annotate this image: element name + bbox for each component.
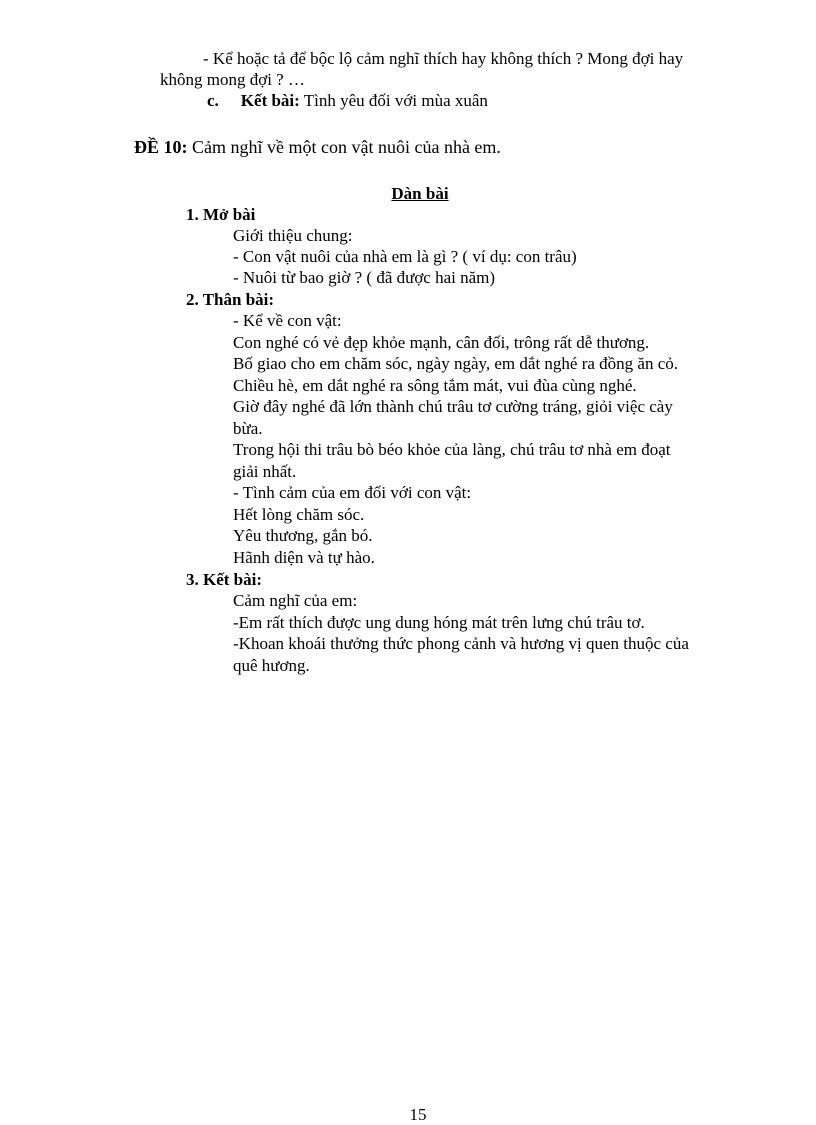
body-line-10: Hết lòng chăm sóc. bbox=[233, 505, 365, 524]
open-line-3: - Nuôi từ bao giờ ? ( đã được hai năm) bbox=[233, 268, 496, 287]
body-line-12: Hãnh diện và tự hào. bbox=[233, 548, 375, 567]
body-line-9: - Tình cảm của em đối với con vật: bbox=[233, 483, 472, 502]
topic-text: Cảm nghĩ về một con vật nuôi của nhà em. bbox=[192, 137, 501, 157]
topic-label: ĐỀ 10: bbox=[134, 137, 188, 157]
body-line-11: Yêu thương, gắn bó. bbox=[233, 526, 373, 545]
body-line-6: bừa. bbox=[233, 419, 263, 438]
body-line-1: - Kể về con vật: bbox=[233, 311, 342, 330]
section-open-heading: 1. Mở bài bbox=[186, 205, 256, 224]
conclusion-text: Tình yêu đối với mùa xuân bbox=[303, 91, 488, 110]
open-line-2: - Con vật nuôi của nhà em là gì ? ( ví dụ: con trâu) bbox=[233, 247, 577, 266]
open-line-1: Giới thiệu chung: bbox=[233, 226, 353, 245]
end-line-1: Cảm nghĩ của em: bbox=[233, 591, 358, 610]
body-line-7: Trong hội thi trâu bò béo khỏe của làng, chú trâu tơ nhà em đoạt bbox=[233, 440, 671, 459]
conclusion-label: Kết bài: bbox=[240, 91, 300, 110]
intro-line-2: không mong đợi ? … bbox=[160, 70, 305, 89]
body-line-2: Con nghé có vẻ đẹp khỏe mạnh, cân đối, trông rất dễ thương. bbox=[233, 333, 650, 352]
intro-line-1: - Kể hoặc tả để bộc lộ cảm nghĩ thích hay không thích ? Mong đợi hay bbox=[203, 49, 684, 68]
body-line-8: giải nhất. bbox=[233, 462, 297, 481]
end-line-3: -Khoan khoái thưởng thức phong cảnh và hương vị quen thuộc của bbox=[233, 634, 689, 653]
body-line-4: Chiều hè, em dắt nghé ra sông tắm mát, vui đùa cùng nghé. bbox=[233, 376, 637, 395]
conclusion-line bbox=[207, 90, 488, 111]
body-line-5: Giờ đây nghé đã lớn thành chú trâu tơ cường tráng, giỏi việc cày bbox=[233, 397, 673, 416]
end-line-2: -Em rất thích được ung dung hóng mát trên lưng chú trâu tơ. bbox=[233, 613, 645, 632]
section-body-heading: 2. Thân bài: bbox=[186, 290, 275, 309]
end-line-4: quê hương. bbox=[233, 656, 310, 675]
topic-heading bbox=[134, 137, 501, 158]
page-number: 15 bbox=[409, 1105, 427, 1124]
body-line-3: Bố giao cho em chăm sóc, ngày ngày, em dắt nghé ra đồng ăn cỏ. bbox=[233, 354, 679, 373]
section-end-heading: 3. Kết bài: bbox=[186, 570, 263, 589]
conclusion-marker: c. bbox=[207, 91, 219, 110]
outline-title: Dàn bài bbox=[391, 184, 449, 203]
